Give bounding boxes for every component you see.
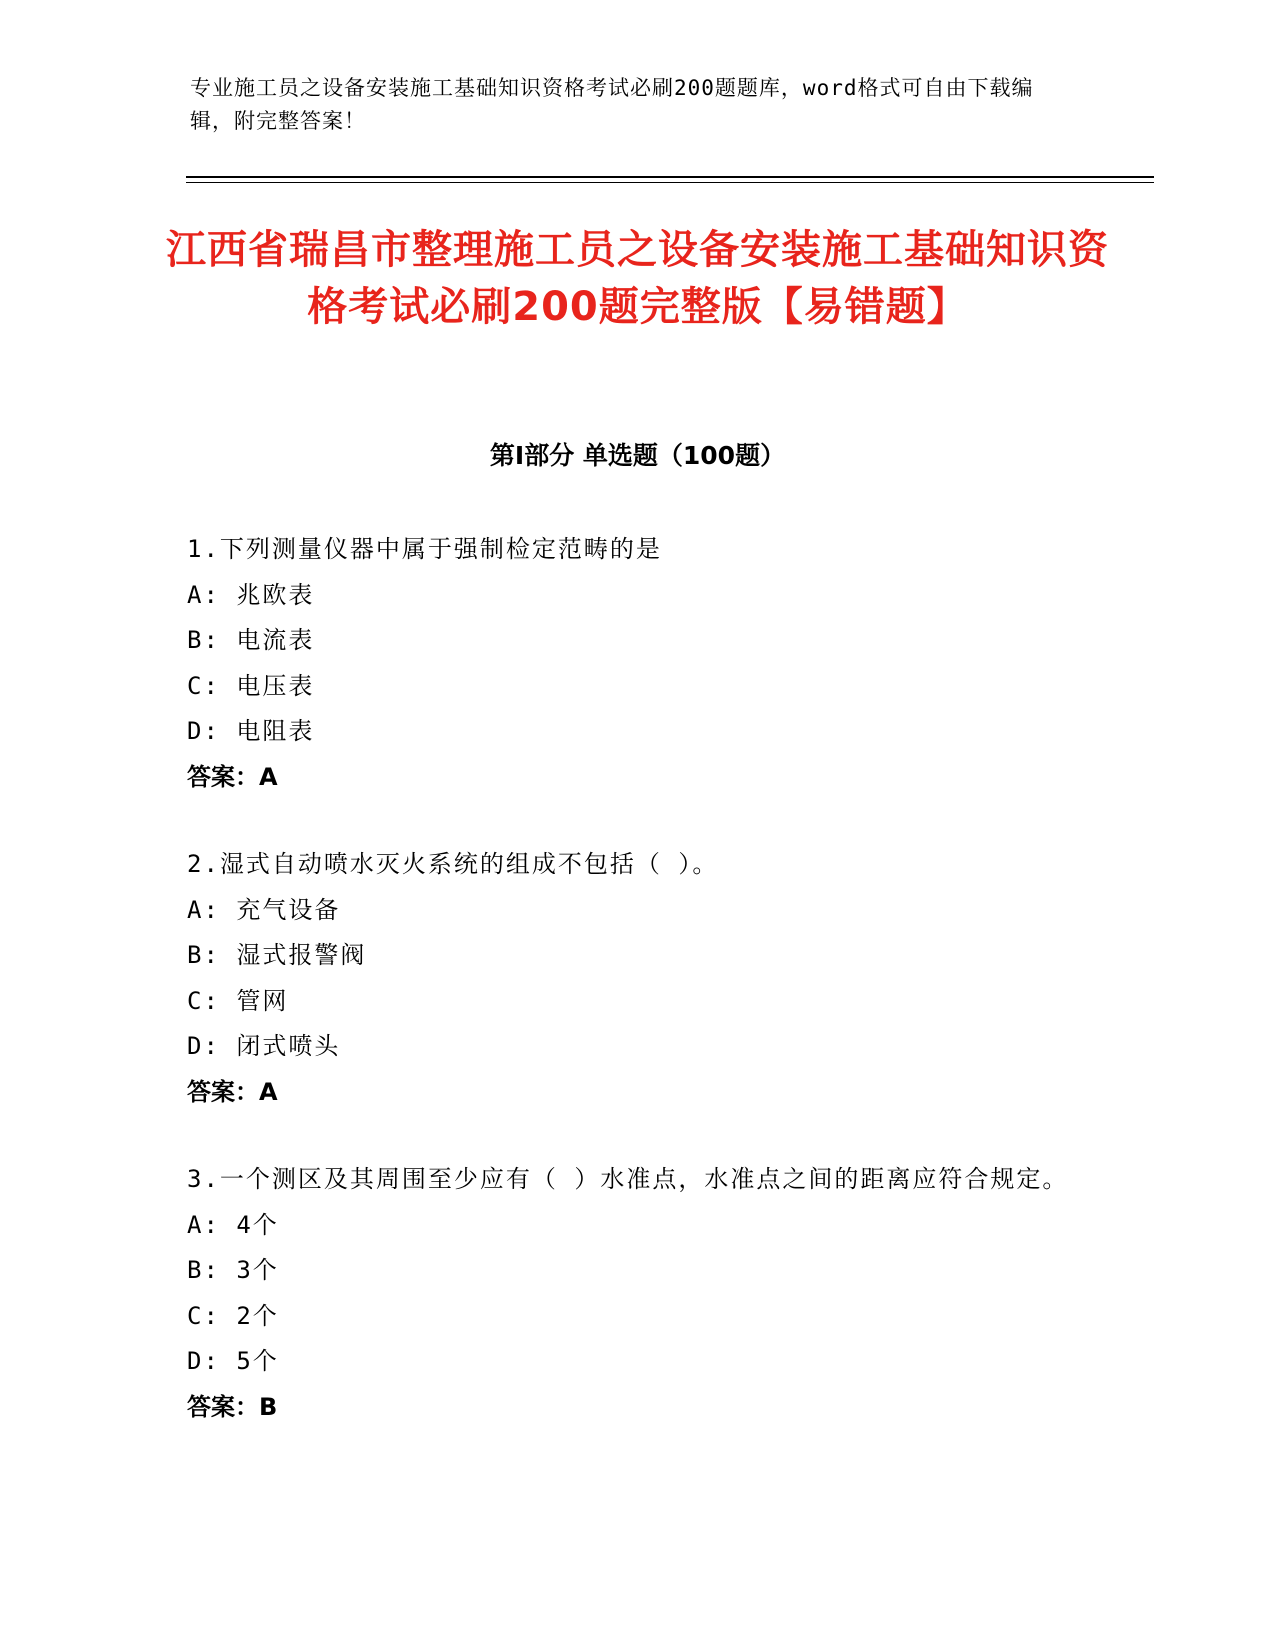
header-divider-thick xyxy=(186,176,1154,178)
option-d: D: 闭式喷头 xyxy=(187,1032,341,1060)
question-2 xyxy=(187,842,1087,1115)
question-1 xyxy=(187,527,1087,800)
option-a: A: 4个 xyxy=(187,1210,279,1239)
question-list xyxy=(187,527,1087,1472)
answer-line: 答案：A xyxy=(187,1077,278,1106)
section-heading: 第I部分 单选题（100题） xyxy=(489,441,786,470)
document-title: 江西省瑞昌市整理施工员之设备安装施工基础知识资格考试必刷200题完整版【易错题】 xyxy=(166,227,1109,330)
option-b: B: 3个 xyxy=(187,1256,279,1284)
option-a: A: 充气设备 xyxy=(187,895,341,924)
option-d: D: 5个 xyxy=(187,1347,279,1375)
question-stem: 3.一个测区及其周围至少应有（ ）水准点，水准点之间的距离应符合规定。 xyxy=(187,1165,1069,1193)
option-b: B: 湿式报警阀 xyxy=(187,941,367,969)
question-stem: 2.湿式自动喷水灭火系统的组成不包括（ ）。 xyxy=(187,850,719,878)
option-c: C: 电压表 xyxy=(187,671,315,700)
answer-line: 答案：B xyxy=(187,1392,278,1421)
header-divider-thin xyxy=(186,182,1154,183)
option-c: C: 2个 xyxy=(187,1301,279,1330)
option-a: A: 兆欧表 xyxy=(187,580,315,609)
answer-line: 答案：A xyxy=(187,762,278,791)
header-note: 专业施工员之设备安装施工基础知识资格考试必刷200题题库，word格式可自由下载编辑，附完整答案！ xyxy=(190,76,1034,133)
option-d: D: 电阻表 xyxy=(187,717,315,745)
question-3 xyxy=(187,1157,1087,1430)
option-b: B: 电流表 xyxy=(187,626,315,654)
option-c: C: 管网 xyxy=(187,986,289,1015)
question-stem: 1.下列测量仪器中属于强制检定范畴的是 xyxy=(187,535,662,563)
